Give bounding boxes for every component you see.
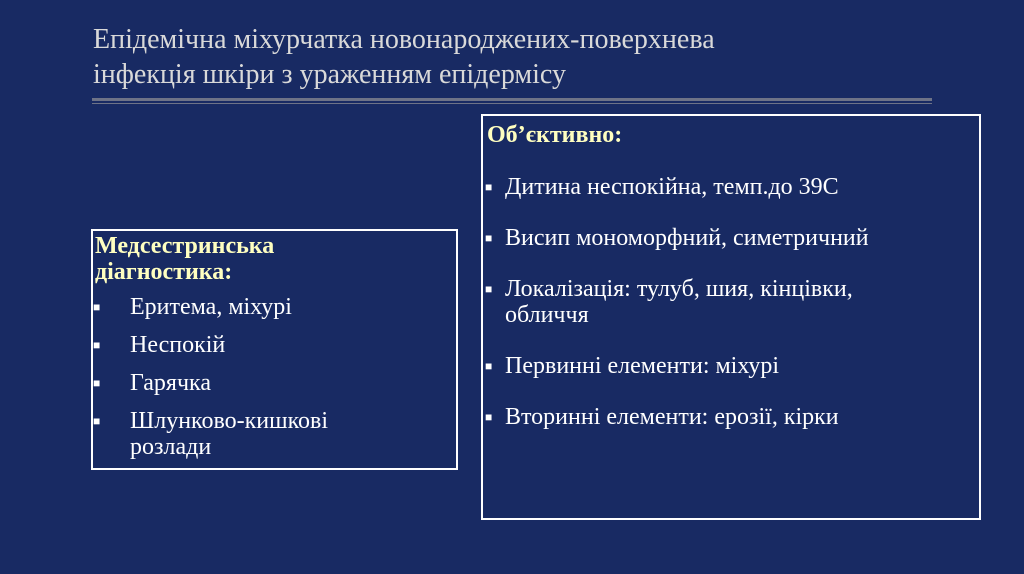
list-item [483,276,973,328]
item-text: Еритема, міхурі [130,294,292,320]
list-item [93,370,453,396]
square-bullet-icon: ■ [485,180,493,194]
list-item [483,225,973,251]
item-text: Дитина неспокійна, темп.до 39С [505,174,839,200]
square-bullet-icon: ■ [485,231,493,245]
square-bullet-icon: ■ [93,338,101,352]
nursing-diagnosis-heading [95,233,395,285]
square-bullet-icon: ■ [93,300,101,314]
square-bullet-icon: ■ [93,414,101,428]
square-bullet-icon: ■ [485,282,493,296]
item-text-continued: обличчя [505,302,589,328]
nursing-diagnosis-list [93,294,453,472]
heading-line-2: діагностика: [95,259,233,285]
slide-title [93,22,953,92]
objective-findings-box [481,114,981,520]
item-text: Локалізація: тулуб, шия, кінцівки, [505,276,853,302]
list-item [483,404,973,430]
square-bullet-icon: ■ [93,376,101,390]
item-text: Вторинні елементи: ерозії, кірки [505,404,839,430]
nursing-diagnosis-box [91,229,458,470]
title-divider-thick [92,98,932,101]
item-text: Висип мономорфний, симетричний [505,225,869,251]
item-text: Первинні елементи: міхурі [505,353,780,379]
objective-heading: Об’єктивно: [487,122,623,148]
list-item [93,294,453,320]
list-item [93,408,453,460]
title-divider-thin [92,103,932,104]
list-item [93,332,453,358]
slide-title-line-1: Епідемічна міхурчатка новонароджених-поверхнева [93,24,715,55]
item-text-continued: розлади [130,434,212,460]
square-bullet-icon: ■ [485,359,493,373]
square-bullet-icon: ■ [485,410,493,424]
item-text: Неспокій [130,332,226,358]
heading-line-1: Медсестринська [95,233,275,259]
slide-title-line-2: інфекція шкіри з ураженням епідермісу [93,59,566,90]
list-item [483,174,973,200]
list-item [483,353,973,379]
objective-findings-list [483,174,973,455]
item-text: Шлунково-кишкові [130,408,329,434]
item-text: Гарячка [130,370,211,396]
